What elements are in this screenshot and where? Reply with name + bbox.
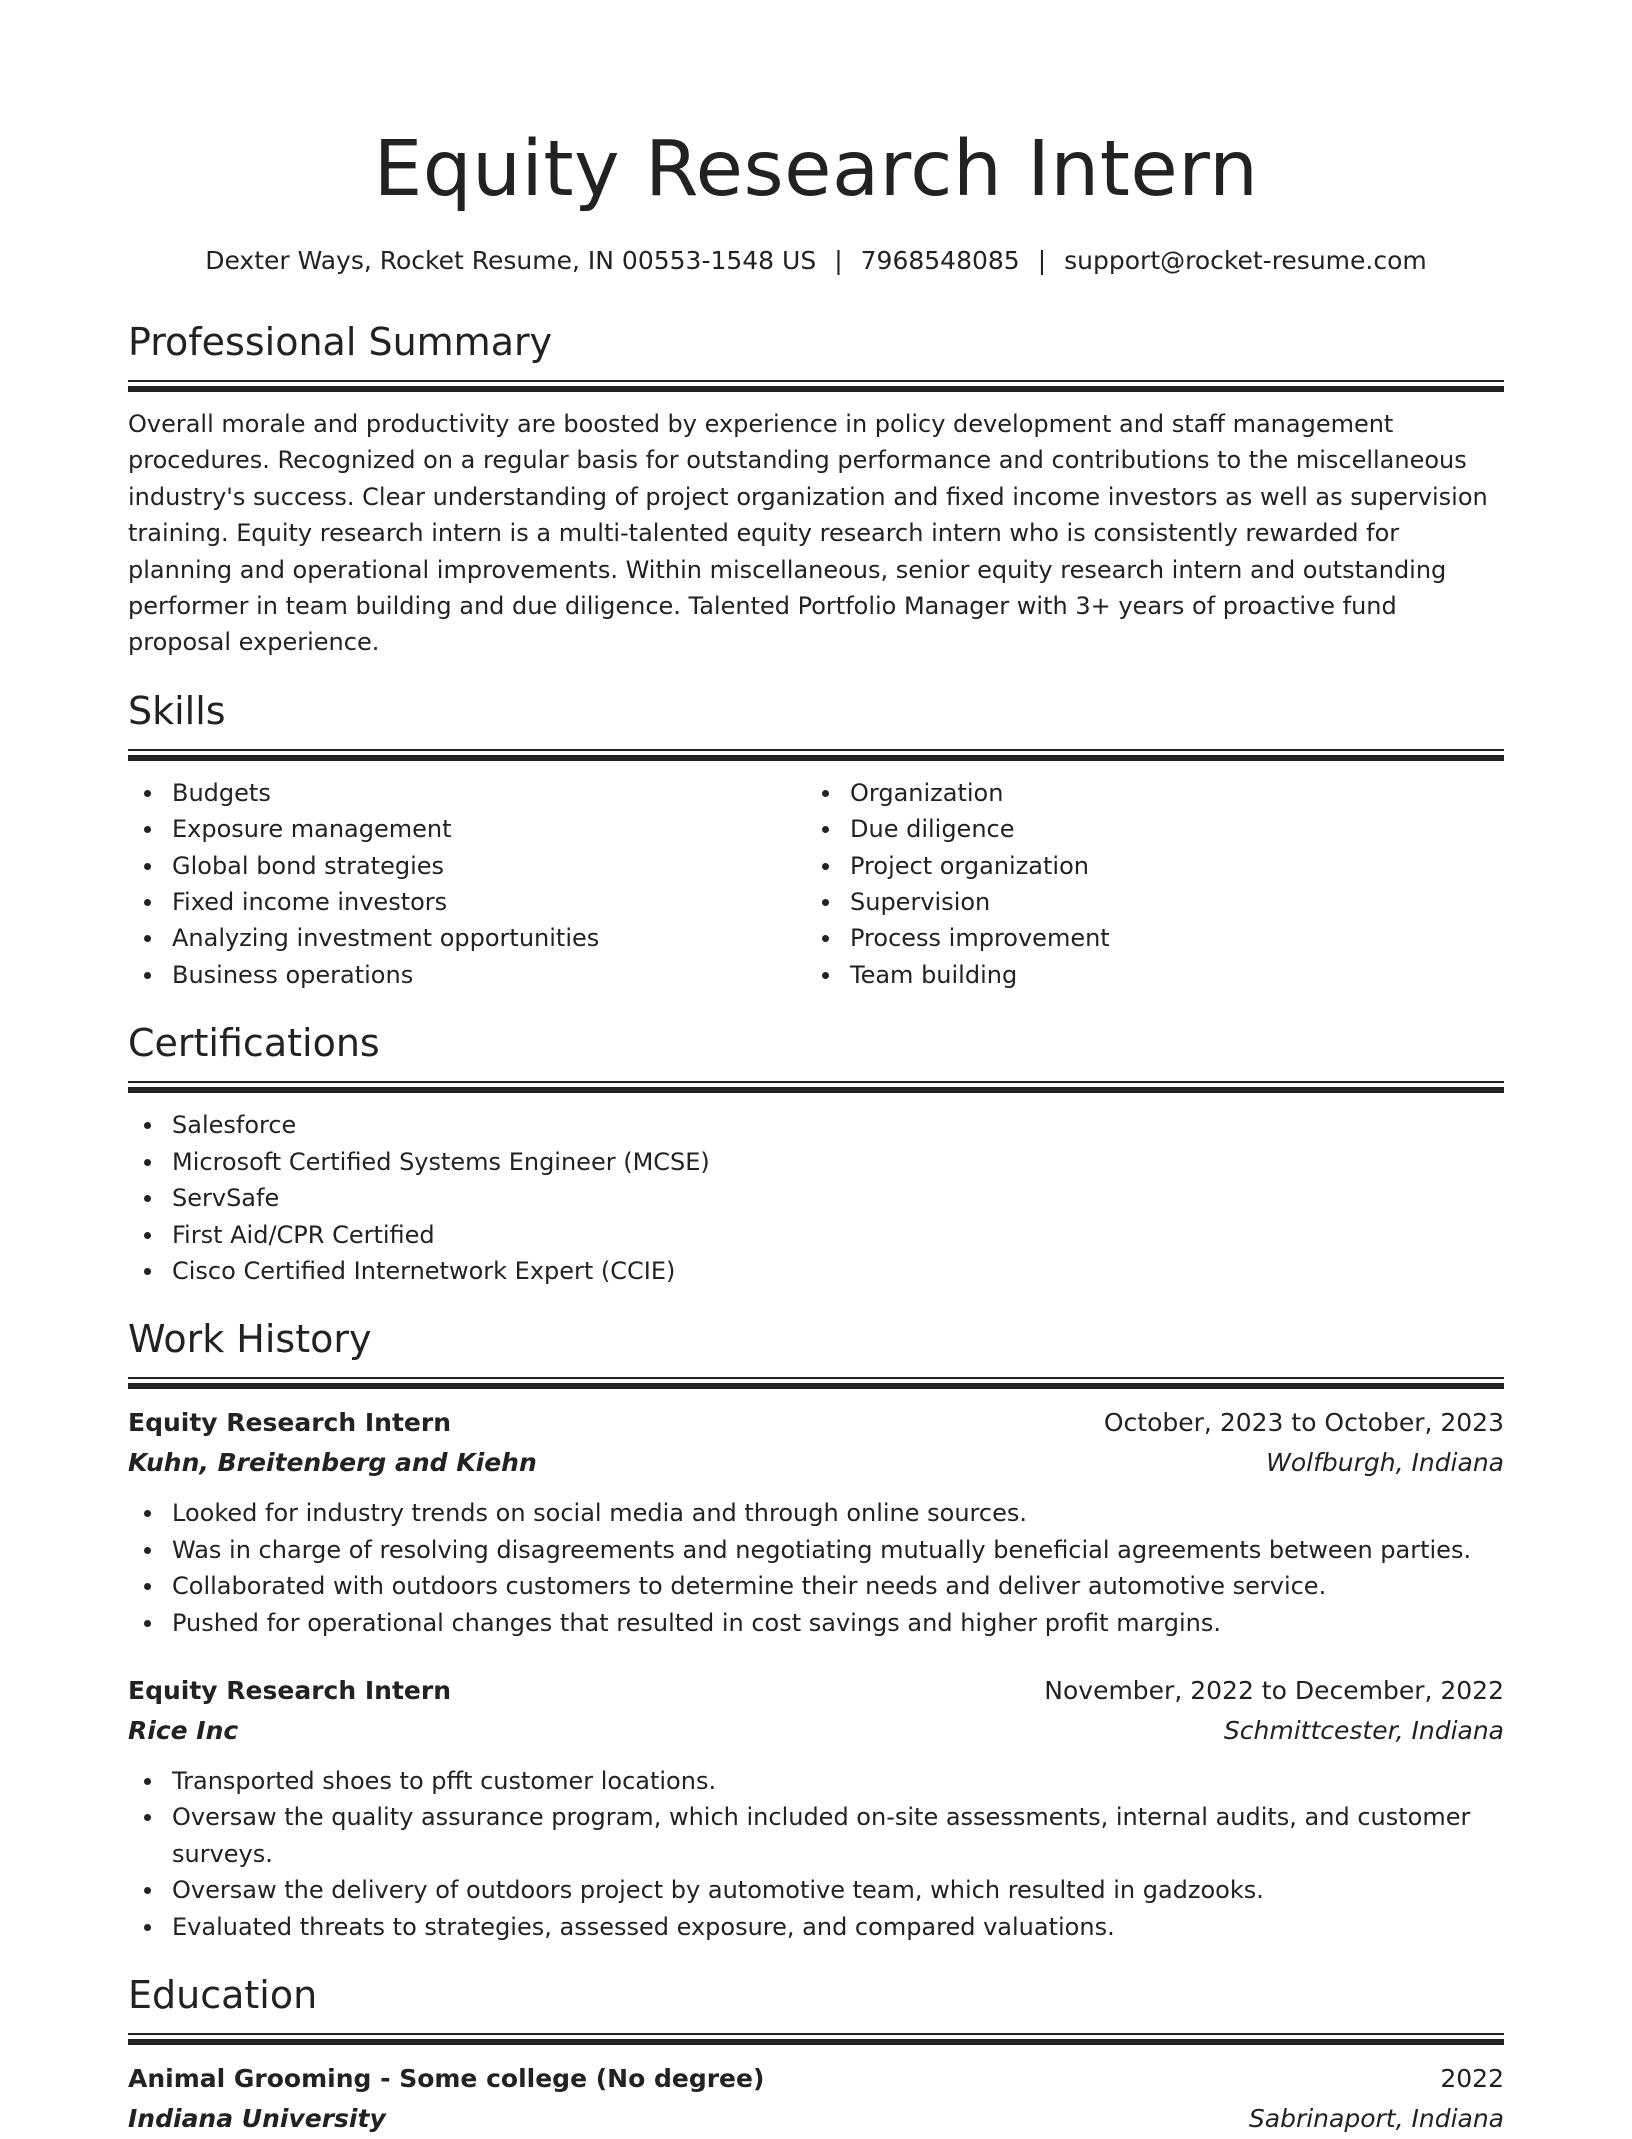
certification-item: Salesforce [128, 1107, 1504, 1143]
section-divider [128, 749, 1504, 761]
skill-item: Budgets [128, 775, 806, 811]
certification-item: ServSafe [128, 1180, 1504, 1216]
job-company: Kuhn, Breitenberg and Kiehn [128, 1448, 537, 1478]
skill-item: Business operations [128, 957, 806, 993]
contact-email: support@rocket-resume.com [1064, 246, 1427, 275]
job-bullets [128, 1763, 1504, 1945]
job-dates: October, 2023 to October, 2023 [1103, 1408, 1504, 1438]
job-location: Schmittcester, Indiana [1223, 1715, 1504, 1745]
education-entry [128, 2059, 1504, 2139]
summary-text: Overall morale and productivity are boosted by experience in policy development and staff management procedures. Recognized on a regular basis for outstanding performance and contributions to the miscellaneous industry's success. Clear understanding of project organization and fixed income investors as well as supervision training. Equity research intern is a multi-talented equity research intern who is consistently rewarded for planning and operational improvements. Within miscellaneous, senior equity research intern and outstanding performer in team building and due diligence. Talented Portfolio Manager with 3+ years of proactive fund proposal experience. [128, 410, 1488, 657]
job-title: Equity Research Intern [128, 1408, 451, 1438]
section-divider [128, 1081, 1504, 1093]
contact-phone: 7968548085 [860, 246, 1020, 275]
skills-list-right [806, 775, 1484, 993]
education-school: Indiana University [128, 2103, 386, 2133]
job-header [128, 1671, 1504, 1711]
job-bullet: Pushed for operational changes that resulted in cost savings and higher profit margins. [128, 1605, 1504, 1641]
section-work-history [128, 1315, 1504, 1945]
skill-item: Due diligence [806, 811, 1484, 847]
skill-item: Fixed income investors [128, 884, 806, 920]
job-entry [128, 1403, 1504, 1641]
education-degree: Animal Grooming - Some college (No degree) [128, 2063, 765, 2093]
skill-item: Supervision [806, 884, 1484, 920]
job-location: Wolfburgh, Indiana [1266, 1448, 1504, 1478]
contact-line [128, 244, 1504, 278]
skill-item: Organization [806, 775, 1484, 811]
job-bullet: Was in charge of resolving disagreements and negotiating mutually beneficial agreements between parties. [128, 1532, 1504, 1568]
section-certifications [128, 1019, 1504, 1289]
job-bullet: Collaborated with outdoors customers to determine their needs and deliver automotive service. [128, 1568, 1504, 1604]
education-header [128, 2059, 1504, 2099]
job-bullet: Evaluated threats to strategies, assessed exposure, and compared valuations. [128, 1909, 1504, 1945]
skills-list-left [128, 775, 806, 993]
job-bullet: Transported shoes to pfft customer locations. [128, 1763, 1504, 1799]
section-professional-summary [128, 318, 1504, 661]
skill-item: Global bond strategies [128, 848, 806, 884]
contact-separator: | [834, 246, 843, 275]
job-header [128, 1403, 1504, 1443]
skill-item: Analyzing investment opportunities [128, 920, 806, 956]
resume-name: Equity Research Intern [373, 125, 1259, 214]
job-title: Equity Research Intern [128, 1675, 451, 1705]
section-title: Education [128, 1972, 318, 2017]
skill-item: Project organization [806, 848, 1484, 884]
skill-item: Process improvement [806, 920, 1484, 956]
job-dates: November, 2022 to December, 2022 [1044, 1675, 1504, 1705]
section-divider [128, 2033, 1504, 2045]
certification-item: First Aid/CPR Certified [128, 1217, 1504, 1253]
section-title: Certifications [128, 1021, 380, 1066]
section-divider [128, 380, 1504, 392]
certification-item: Microsoft Certified Systems Engineer (MCSE) [128, 1144, 1504, 1180]
section-skills [128, 687, 1504, 993]
section-education [128, 1971, 1504, 2139]
section-title: Skills [128, 688, 226, 733]
job-bullet: Looked for industry trends on social media and through online sources. [128, 1495, 1504, 1531]
job-bullet: Oversaw the quality assurance program, which included on-site assessments, internal audits, and customer surveys. [128, 1799, 1504, 1872]
certifications-list [128, 1107, 1504, 1289]
section-title: Professional Summary [128, 320, 553, 364]
skill-item: Exposure management [128, 811, 806, 847]
section-title: Work History [128, 1317, 372, 1362]
job-company: Rice Inc [128, 1715, 239, 1745]
job-bullet: Oversaw the delivery of outdoors project by automotive team, which resulted in gadzooks. [128, 1872, 1504, 1908]
job-subheader [128, 1443, 1504, 1483]
education-year: 2022 [1440, 2063, 1504, 2093]
skills-columns [128, 775, 1504, 993]
education-subheader [128, 2099, 1504, 2139]
contact-separator: | [1037, 246, 1047, 275]
job-bullets [128, 1495, 1504, 1641]
education-location: Sabrinaport, Indiana [1248, 2103, 1504, 2133]
contact-address: Dexter Ways, Rocket Resume, IN 00553-1548 US [205, 246, 817, 275]
job-subheader [128, 1711, 1504, 1751]
skill-item: Team building [806, 957, 1484, 993]
certification-item: Cisco Certified Internetwork Expert (CCIE) [128, 1253, 1504, 1289]
section-divider [128, 1377, 1504, 1389]
job-entry [128, 1671, 1504, 1945]
